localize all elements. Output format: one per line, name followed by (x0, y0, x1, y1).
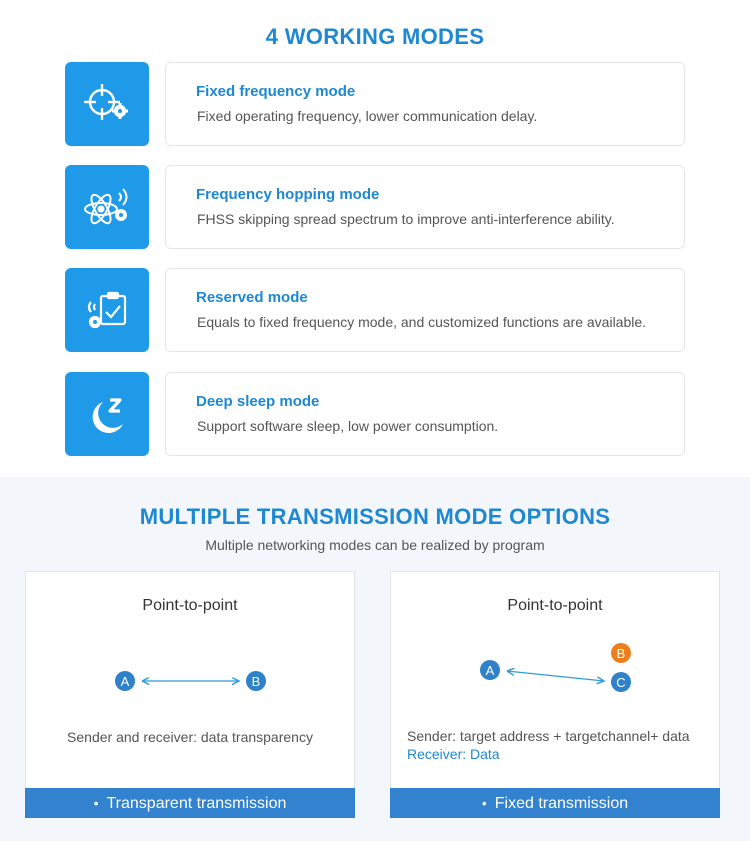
mode-name: Frequency hopping mode (196, 186, 380, 203)
node-label: A (485, 663, 495, 678)
mode-description: Support software sleep, low power consumption. (197, 418, 499, 434)
card-title: Point-to-point (507, 597, 603, 614)
clipboard-check-icon (65, 268, 149, 352)
fixed-transmission-card (390, 571, 720, 818)
mode-card (165, 268, 685, 352)
transmission-title: MULTIPLE TRANSMISSION MODE OPTIONS (139, 504, 611, 529)
working-modes-title: 4 WORKING MODES (265, 24, 485, 49)
card-description-sender: Sender: target address + targetchannel+ data (407, 728, 690, 744)
mode-description: FHSS skipping spread spectrum to improve anti-interference ability. (197, 211, 615, 227)
card-footer (25, 788, 355, 818)
card-description-receiver: Receiver: Data (407, 746, 500, 762)
fixed-transmission-diagram (391, 634, 721, 704)
footer-label: Transparent transmission (106, 795, 287, 812)
mode-item-frequency-hopping (65, 165, 685, 249)
transmission-subtitle: Multiple networking modes can be realized by program (205, 537, 545, 553)
mode-card (165, 372, 685, 456)
point-to-point-diagram (26, 634, 356, 704)
card-description: Sender and receiver: data transparency (67, 729, 313, 745)
crosshair-gear-icon (65, 62, 149, 146)
node-label: B (251, 674, 261, 689)
bullet: • (93, 795, 99, 811)
mode-name: Reserved mode (196, 289, 308, 306)
node-label: A (120, 674, 130, 689)
moon-sleep-icon (65, 372, 149, 456)
mode-item-deep-sleep (65, 372, 685, 456)
mode-name: Fixed frequency mode (196, 83, 356, 100)
mode-description: Fixed operating frequency, lower communication delay. (197, 108, 538, 124)
card-footer (390, 788, 720, 818)
bullet: • (481, 795, 487, 811)
node-label: B (616, 646, 626, 661)
mode-description: Equals to fixed frequency mode, and customized functions are available. (197, 314, 647, 330)
mode-card (165, 165, 685, 249)
atom-signal-icon (65, 165, 149, 249)
card-title: Point-to-point (142, 597, 238, 614)
mode-card (165, 62, 685, 146)
node-label: C (616, 675, 626, 690)
footer-label: Fixed transmission (494, 795, 629, 812)
bidirectional-arrow (507, 671, 604, 681)
mode-item-fixed-frequency (65, 62, 685, 146)
mode-name: Deep sleep mode (196, 393, 320, 410)
transparent-transmission-card (25, 571, 355, 818)
mode-item-reserved (65, 268, 685, 352)
